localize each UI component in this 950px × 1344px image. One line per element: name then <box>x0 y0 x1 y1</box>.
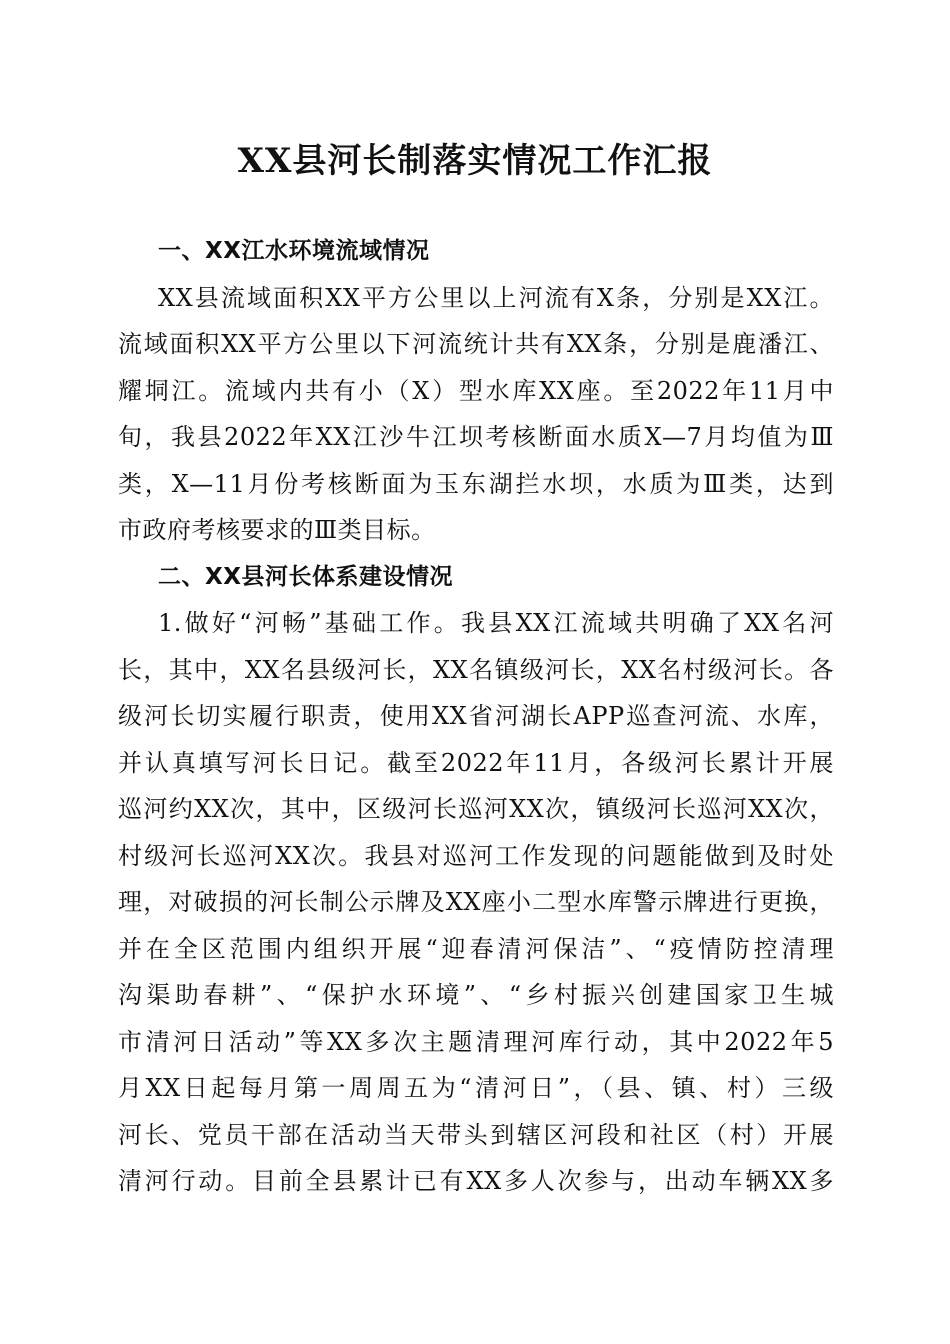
paragraph-line: 巡河约XX次，其中，区级河长巡河XX次，镇级河长巡河XX次， <box>118 795 834 823</box>
paragraph-line: 1.做好“河畅”基础工作。我县XX江流域共明确了XX名河 <box>158 609 834 637</box>
paragraph-line: 耀垌江。流域内共有小（X）型水库XX座。至2022年11月中 <box>118 376 834 405</box>
paragraph-line: 村级河长巡河XX次。我县对巡河工作发现的问题能做到及时处 <box>118 841 834 870</box>
paragraph-line: 市清河日活动”等XX多次主题清理河库行动，其中2022年5 <box>118 1027 834 1056</box>
paragraph-line: 市政府考核要求的Ⅲ类目标。 <box>118 516 436 544</box>
paragraph-line: 沟渠助春耕”、“保护水环境”、“乡村振兴创建国家卫生城 <box>118 981 834 1009</box>
paragraph-line: 级河长切实履行职责，使用XX省河湖长APP巡查河流、水库， <box>118 702 834 730</box>
paragraph-line: 月XX日起每月第一周周五为“清河日”，（县、镇、村）三级 <box>118 1074 834 1102</box>
paragraph-line: 理，对破损的河长制公示牌及XX座小二型水库警示牌进行更换， <box>118 888 834 916</box>
paragraph-line: 清河行动。目前全县累计已有XX多人次参与，出动车辆XX多 <box>118 1167 834 1195</box>
paragraph-line: XX县流域面积XX平方公里以上河流有X条，分别是XX江。 <box>158 283 834 312</box>
paragraph-line: 长，其中，XX名县级河长，XX名镇级河长，XX名村级河长。各 <box>118 655 834 684</box>
document-body <box>118 228 834 1205</box>
paragraph-line: 旬，我县2022年XX江沙牛江坝考核断面水质X—7月均值为Ⅲ <box>118 423 834 451</box>
paragraph-line: 河长、党员干部在活动当天带头到辖区河段和社区（村）开展 <box>118 1120 834 1149</box>
document-title: XX县河长制落实情况工作汇报 <box>237 141 713 181</box>
paragraph-line: 并认真填写河长日记。截至2022年11月，各级河长累计开展 <box>118 748 834 777</box>
section-heading-2: 二、XX县河长体系建设情况 <box>158 563 453 590</box>
paragraph-line: 并在全区范围内组织开展“迎春清河保洁”、“疫情防控清理 <box>118 934 834 963</box>
paragraph-line: 流域面积XX平方公里以下河流统计共有XX条，分别是鹿潘江、 <box>118 330 834 358</box>
paragraph-line: 类，X—11月份考核断面为玉东湖拦水坝，水质为Ⅲ类，达到 <box>118 469 834 498</box>
section-heading-1: 一、XX江水环境流域情况 <box>158 238 430 264</box>
